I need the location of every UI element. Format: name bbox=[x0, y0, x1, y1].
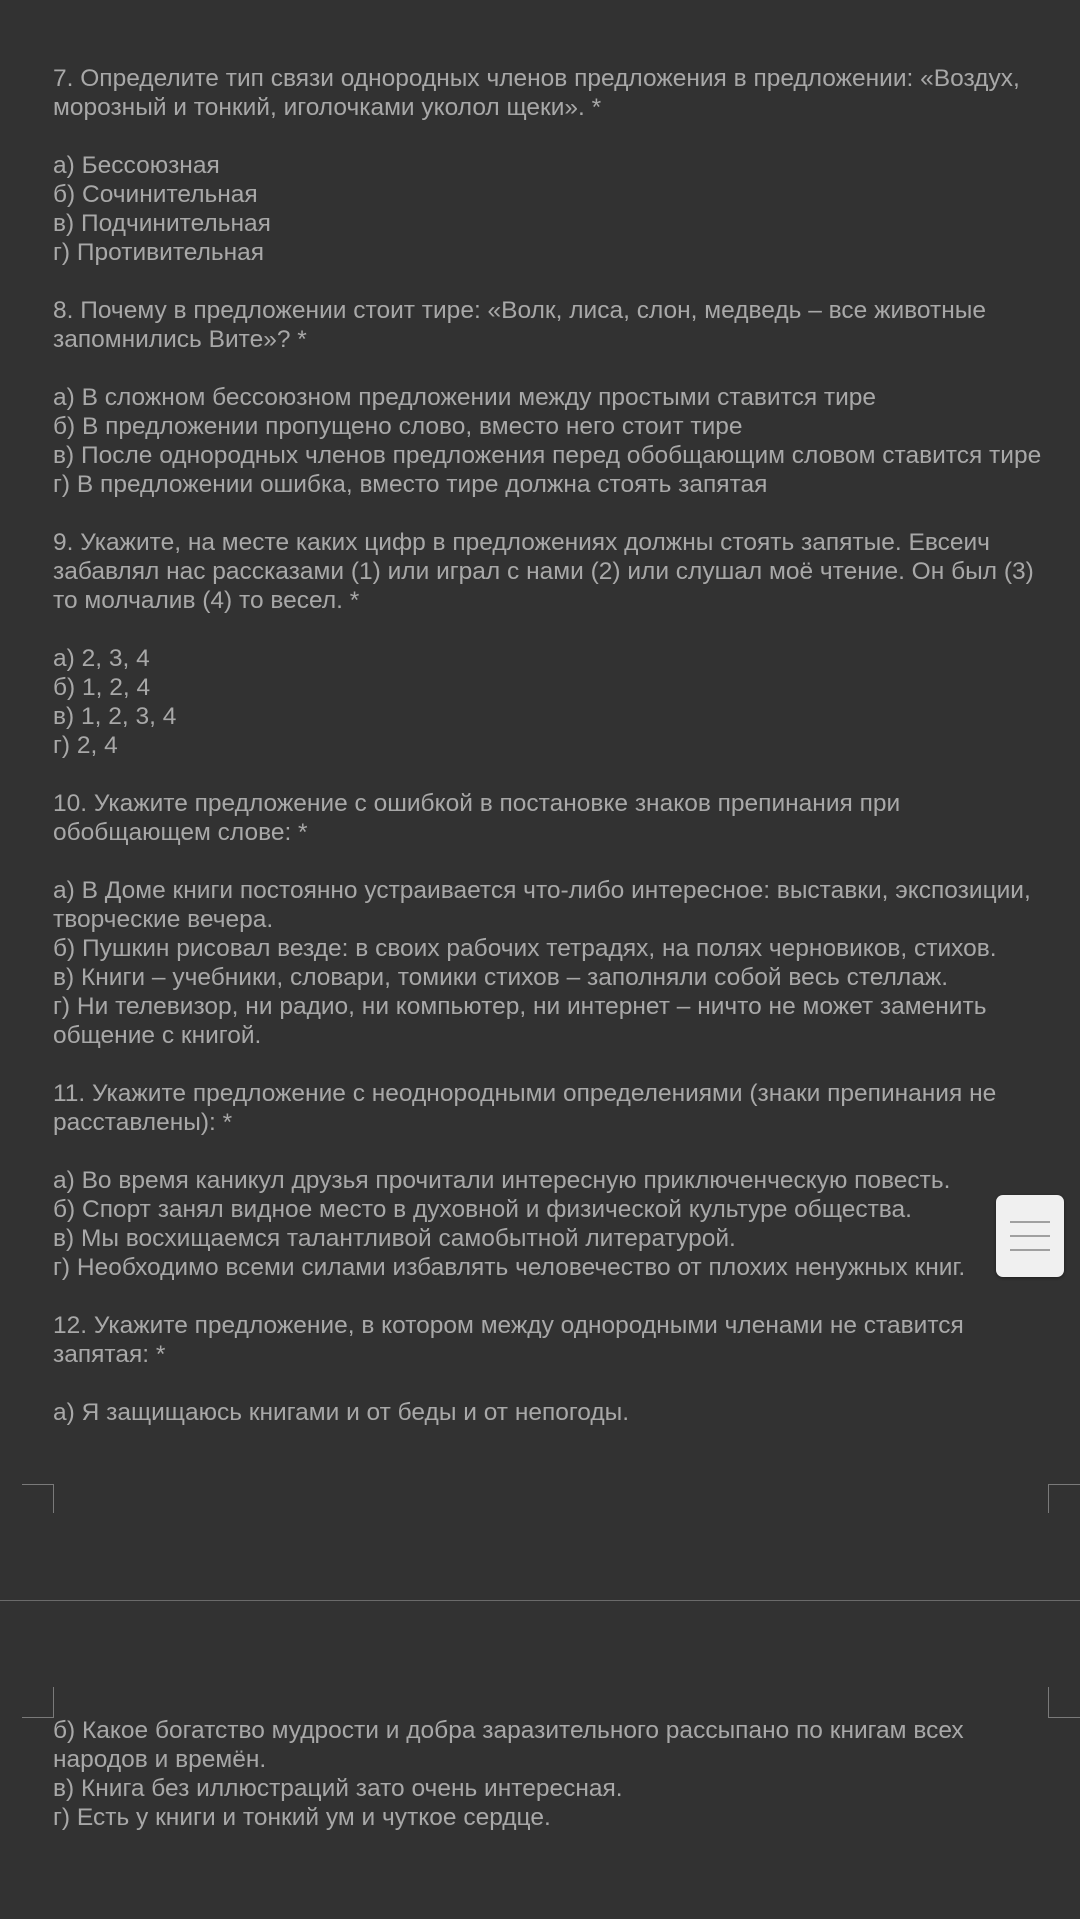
answer-options bbox=[53, 1166, 1053, 1282]
hamburger-menu-icon bbox=[1010, 1249, 1050, 1251]
answer-option: а) В Доме книги постоянно устраивается что-либо интересное: выставки, экспозиции, творческие вечера. bbox=[53, 877, 1031, 933]
question-8 bbox=[53, 296, 1053, 499]
question-9 bbox=[53, 528, 1053, 760]
answer-options bbox=[53, 383, 1053, 499]
answer-options bbox=[53, 876, 1053, 1050]
question-7 bbox=[53, 64, 1053, 267]
answer-option: в) После однородных членов предложения перед обобщающим словом ставится тире bbox=[53, 442, 1042, 469]
answer-option: в) Подчинительная bbox=[53, 210, 271, 237]
page-corner-mark bbox=[1048, 1687, 1080, 1718]
answer-option: а) В сложном бессоюзном предложении между простыми ставится тире bbox=[53, 384, 877, 411]
answer-option: б) Сочинительная bbox=[53, 181, 258, 208]
answer-option: б) Какое богатство мудрости и добра заразительного рассыпано по книгам всех народов и времён. bbox=[53, 1717, 964, 1773]
question-title: 8. Почему в предложении стоит тире: «Волк, лиса, слон, медведь – все животные запомнились Вите»? * bbox=[53, 297, 986, 353]
page-corner-mark bbox=[22, 1484, 54, 1513]
answer-option: б) Пушкин рисовал везде: в своих рабочих тетрадях, на полях черновиков, стихов. bbox=[53, 935, 997, 962]
hamburger-menu-icon bbox=[1010, 1221, 1050, 1223]
question-title: 9. Укажите, на месте каких цифр в предложениях должны стоять запятые. Евсеич забавлял нас рассказами (1) или играл с нами (2) или слушал моё чтение. Он был (3) то молчалив (4) то весел. * bbox=[53, 529, 1034, 614]
answer-option: а) 2, 3, 4 bbox=[53, 645, 150, 672]
answer-option: г) В предложении ошибка, вместо тире должна стоять запятая bbox=[53, 471, 768, 498]
document-page-top bbox=[53, 64, 1053, 1456]
page-break-divider bbox=[0, 1600, 1080, 1601]
answer-option: б) 1, 2, 4 bbox=[53, 674, 151, 701]
menu-button[interactable] bbox=[996, 1195, 1064, 1277]
question-title: 10. Укажите предложение с ошибкой в постановке знаков препинания при обобщающем слове: * bbox=[53, 790, 901, 846]
question-10 bbox=[53, 789, 1053, 1050]
page-corner-mark bbox=[1048, 1484, 1080, 1513]
page-corner-mark bbox=[22, 1687, 54, 1718]
answer-option: г) Ни телевизор, ни радио, ни компьютер, ни интернет – ничто не может заменить общение с книгой. bbox=[53, 993, 987, 1049]
answer-options bbox=[53, 644, 1053, 760]
answer-option: а) Бессоюзная bbox=[53, 152, 220, 179]
answer-option: а) Во время каникул друзья прочитали интересную приключенческую повесть. bbox=[53, 1167, 951, 1194]
answer-option: г) Необходимо всеми силами избавлять человечество от плохих ненужных книг. bbox=[53, 1254, 966, 1281]
question-title: 11. Укажите предложение с неоднородными определениями (знаки препинания не расставлены): * bbox=[53, 1080, 997, 1136]
document-page-bottom bbox=[53, 1716, 1053, 1832]
answer-option: в) Книга без иллюстраций зато очень интересная. bbox=[53, 1775, 623, 1802]
question-title: 7. Определите тип связи однородных членов предложения в предложении: «Воздух, морозный и тонкий, иголочками уколол щеки». * bbox=[53, 65, 1020, 121]
answer-option: в) 1, 2, 3, 4 bbox=[53, 703, 177, 730]
answer-option: б) В предложении пропущено слово, вместо него стоит тире bbox=[53, 413, 743, 440]
hamburger-menu-icon bbox=[1010, 1235, 1050, 1237]
question-12 bbox=[53, 1311, 1053, 1427]
answer-option: г) Противительная bbox=[53, 239, 265, 266]
answer-option: б) Спорт занял видное место в духовной и физической культуре общества. bbox=[53, 1196, 912, 1223]
answer-option: в) Книги – учебники, словари, томики стихов – заполняли собой весь стеллаж. bbox=[53, 964, 949, 991]
question-title: 12. Укажите предложение, в котором между однородными членами не ставится запятая: * bbox=[53, 1312, 964, 1368]
answer-options bbox=[53, 1398, 1053, 1427]
question-11 bbox=[53, 1079, 1053, 1282]
answer-option: г) 2, 4 bbox=[53, 732, 118, 759]
answer-options-continued bbox=[53, 1716, 1053, 1832]
answer-option: а) Я защищаюсь книгами и от беды и от непогоды. bbox=[53, 1399, 630, 1426]
answer-option: в) Мы восхищаемся талантливой самобытной литературой. bbox=[53, 1225, 736, 1252]
answer-options bbox=[53, 151, 1053, 267]
answer-option: г) Есть у книги и тонкий ум и чуткое сердце. bbox=[53, 1804, 551, 1831]
